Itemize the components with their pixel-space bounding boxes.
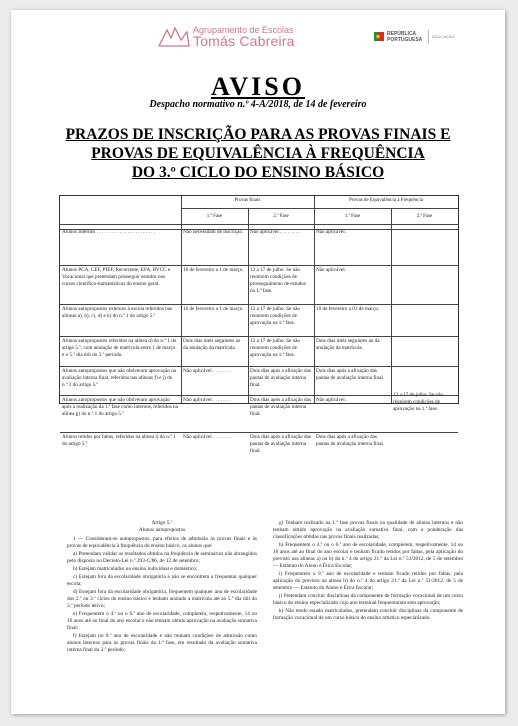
table-row-rule bbox=[60, 366, 458, 367]
table-cell: Dois dias após a afixação das pautas de avaliação interna final. bbox=[250, 368, 311, 388]
page-title: AVISO bbox=[210, 72, 305, 101]
article-right-paragraphs bbox=[273, 520, 463, 623]
table-cell: Dois dias após a afixação das pautas de avaliação interna final. bbox=[250, 434, 311, 454]
article-paragraph: k) Não tendo estado matriculados, pretendam concluir disciplinas da componente de formação vocacional de um curso básico do ensino artístico especializado. bbox=[273, 608, 463, 622]
table-row-label: Alunos PCA, CEF, PIEF, Recorrente, EFA, RVCC e Vocacional que pretendam prosseguir estudos nos cursos científico-humanísticos do ensino geral. bbox=[62, 267, 171, 287]
deadlines-table bbox=[59, 195, 459, 454]
table-cell: 16 de fevereiro a 1 de março. bbox=[183, 306, 244, 312]
table-cell: Dois dias após a afixação das pautas de avaliação interna final. bbox=[250, 397, 311, 417]
document-page bbox=[11, 10, 505, 714]
table-row-rule bbox=[60, 336, 458, 337]
gov-label-educacao: EDUCAÇÃO bbox=[432, 34, 455, 39]
table-row-rule bbox=[60, 304, 458, 305]
article-left-column bbox=[67, 520, 257, 655]
table-column-rule bbox=[181, 196, 182, 403]
article-paragraph: d) Estejam fora da escolaridade obrigatória, frequentem qualquer ano de escolaridade dos 2.º ou 3.º ciclos do ensino básico e tenham anulado a matrícula até ao 5.º dia útil do 3.º período letivo; bbox=[67, 589, 257, 610]
table-row-rule bbox=[60, 395, 458, 396]
gov-label-republica: REPÚBLICA bbox=[387, 31, 417, 37]
table-cell: Não aplicável. bbox=[316, 267, 346, 273]
table-row-label: Alunos autopropostos referidos na alínea d) do n.º 1 do artigo 5.º, com anulação de matrícula entre 1 de março e o 5.º dia útil do 3.º período. bbox=[62, 338, 177, 358]
table-cell: Não necessitam de inscrição. bbox=[183, 229, 244, 235]
table-row-rule bbox=[60, 265, 458, 266]
heading-line-3: DO 3.º CICLO DO ENSINO BÁSICO bbox=[131, 164, 385, 181]
table-header-bottom-rule bbox=[60, 224, 458, 225]
table-row-label: Alunos Internos . . . . . . . . . . . . . . . . . . . . . . . bbox=[62, 229, 155, 235]
table-cell: Dois dias após a afixação das pautas de avaliação interna final. bbox=[316, 434, 385, 447]
table-row-label: Alunos autopropostos externos à escola referidos nas alíneas a), b), c), d) e k) do n.º 1 do artigo 5.º bbox=[62, 306, 173, 319]
header-provas-finais: Provas finais bbox=[234, 198, 261, 203]
header-phase-pf2: 2.ª Fase bbox=[273, 214, 289, 219]
header-phase-pe1: 1.ª Fase bbox=[344, 214, 361, 219]
article-paragraph: f) Estejam no 9.º ano de escolaridade e não reúnam condições de admissão como alunos internos para as provas finais da 1.ª fase, em resultado da avaliação sumativa interna final do 3.º período; bbox=[67, 633, 257, 654]
table-row-rule bbox=[60, 432, 458, 433]
article-right-column bbox=[273, 520, 463, 623]
table-row-label: Alunos autopropostos que não obtiveram aprovação após a realização da 1.ª fase como internos, referidos na alínea g) do n.º 1 do artigo 5.º bbox=[62, 397, 178, 417]
table-cell: Não aplicável. bbox=[316, 229, 346, 235]
table-column-rule bbox=[391, 208, 392, 403]
gov-divider bbox=[428, 30, 429, 44]
table-row-label: Alunos autopropostos que não obtiveram aprovação na avaliação interna final, referidos nas alíneas f) e j) do n.º 1 do artigo 5.º bbox=[62, 368, 177, 388]
article-number: Artigo 5.º bbox=[151, 520, 173, 526]
table-cell: 13 a 17 de julho. Se não reunirem condições de aprovação na 1.ª fase. bbox=[250, 306, 300, 326]
table-cell: 16 de fevereiro a 1 de março. bbox=[183, 267, 244, 273]
table-column-rule bbox=[314, 196, 315, 403]
table-cell: 13 a 17 de julho. Se não reunirem condições de aprovação na 1.ª fase. bbox=[393, 392, 443, 412]
header-phase-pe2: 2.ª Fase bbox=[416, 214, 433, 219]
table-cell: 16 de fevereiro a 01 de março. bbox=[316, 306, 380, 312]
article-paragraph: j) Pretendam concluir disciplinas da componente de formação vocacional de um curso básico do ensino especializado cujo ano terminal frequentaram sem aprovação; bbox=[273, 593, 463, 607]
heading-line-2: PROVAS DE EQUIVALÊNCIA À FREQUÊNCIA bbox=[91, 145, 425, 162]
table-cell: 13 a 17 de julho. Se não reunirem condições de aprovação na 1.ª fase. bbox=[250, 338, 300, 358]
article-paragraph: e) Frequentem o 4.º ou o 6.º ano de escolaridade, completem, respetivamente, 14 ou 16 anos até ao final do ano escolar e não tenham obtido aprovação na avaliação sumativa final; bbox=[67, 611, 257, 632]
gov-label-portuguesa: PORTUGUESA bbox=[387, 37, 423, 43]
table-cell: 13 a 17 de julho. Se não reunirem condições de prosseguimento de estudos na 1.ª fase. bbox=[250, 267, 306, 294]
article-left-paragraphs bbox=[67, 536, 257, 654]
table-cell: Não aplicável. bbox=[316, 397, 346, 403]
article-paragraph: a) Pretendam validar os resultados obtidos na frequência de seminários não abrangidos pelo disposto no Decreto-Lei n.º 293-C/86, de 12 de setembro; bbox=[67, 551, 258, 565]
school-name-line2: Tomás Cabreira bbox=[193, 33, 295, 49]
school-name-line1: Agrupamento de Escolas bbox=[193, 25, 294, 35]
header-phase-pf1: 1.ª Fase bbox=[206, 214, 223, 219]
page-subtitle: Despacho normativo n.º 4-A/2018, de 14 de fevereiro bbox=[149, 99, 367, 110]
page-header bbox=[11, 10, 505, 62]
table-cell: Não aplicável . . . . . . . . bbox=[250, 229, 300, 235]
article-paragraph: h) Frequentem o 4.º ou o 6.º ano de escolaridade, completem, respetivamente, 14 ou 16 anos até ao final do ano escolar e tenham ficado retidos por faltas, pela aplicação do previsto nas alíneas a) ou b) do n.º 4 do artigo 21.º da Lei n.º 51/2012, de 5 de setembro — Estatuto do Aluno e Ética Escolar; bbox=[273, 542, 463, 570]
article-paragraph: i) Frequentem o 9.º ano de escolaridade e tenham ficado retidos por faltas, pela aplicação do previsto na alínea b) do n.º 4 do artigo 21.º da Lei n.º 51/2012, de 5 de setembro — Estatuto do Aluno e Ética Escolar; bbox=[273, 571, 463, 592]
table-cell: Dois dias após a afixação das pautas de avaliação interna final. bbox=[316, 368, 385, 381]
portugal-flag-icon bbox=[374, 32, 384, 41]
school-logo-icon bbox=[157, 24, 191, 50]
table-cell: Dois dias úteis seguintes ao da anulação da matrícula. bbox=[183, 338, 241, 351]
article-paragraph: b) Estejam matriculados no ensino individual e doméstico; bbox=[73, 566, 198, 573]
article-paragraph: c) Estejam fora da escolaridade obrigatória e não se encontrem a frequentar qualquer escola; bbox=[67, 574, 257, 588]
table-cell: Não aplicável . . . . . . . bbox=[183, 397, 230, 403]
header-provas-equivalencia: Provas de Equivalência à Frequência bbox=[349, 198, 423, 203]
table-cell: Dois dias úteis seguintes ao da anulação da matrícula. bbox=[316, 338, 380, 351]
article-paragraph: 1 — Consideram-se autopropostos, para efeitos de admissão às provas finais e às provas de equivalência à frequência do ensino básico, os alunos que: bbox=[67, 536, 257, 550]
table-row-label: Alunos retidos por faltas, referidos na alínea i) do n.º 1 do artigo 5.º bbox=[62, 434, 176, 447]
heading-line-1: PRAZOS DE INSCRIÇÃO PARA AS PROVAS FINAIS E bbox=[65, 126, 451, 143]
article-title: Alunos autopropostos bbox=[138, 527, 186, 534]
table-column-rule bbox=[248, 208, 249, 403]
table-header-rule bbox=[181, 208, 458, 209]
main-heading bbox=[11, 125, 505, 182]
table-cell: Não aplicável . . . . . . . bbox=[183, 368, 230, 374]
article-paragraph: g) Tenham realizado na 1.ª fase provas finais na qualidade de alunos internos e não tenham obtido aprovação na avaliação sumativa final, com a ponderação das classificações obtidas nas provas finais realizadas; bbox=[273, 520, 463, 541]
table-cell: Não aplicável . . . . . . . bbox=[183, 434, 230, 440]
